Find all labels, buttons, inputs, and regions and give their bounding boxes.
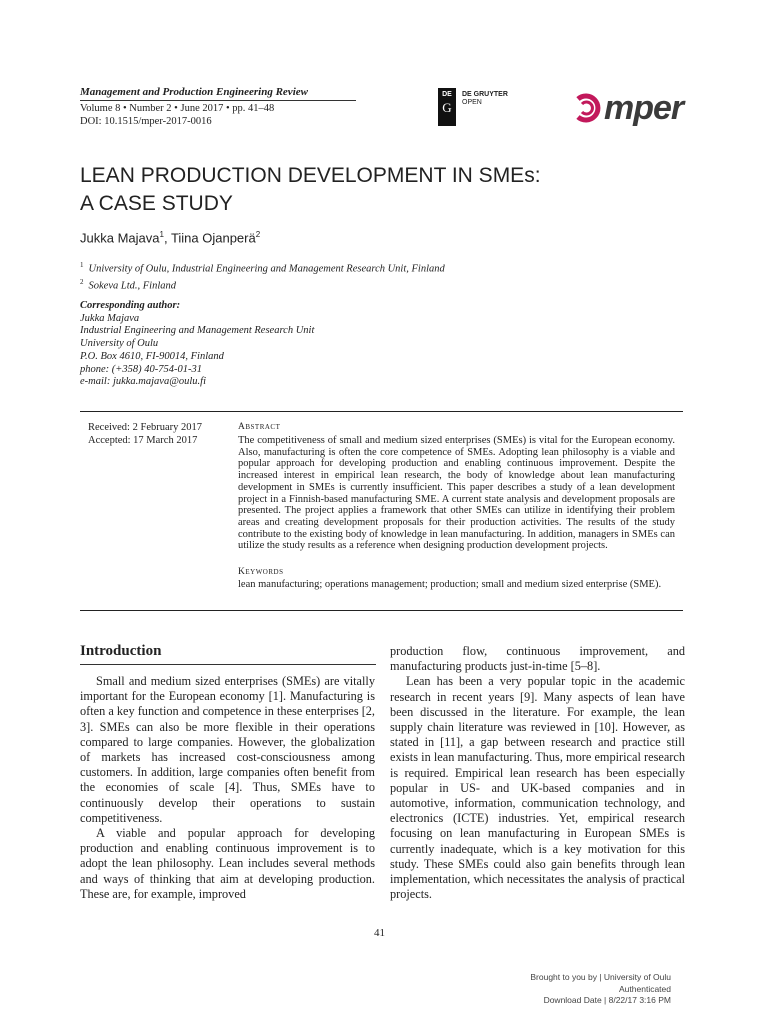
affiliations — [80, 259, 445, 293]
footer-line: Authenticated — [619, 983, 671, 994]
corresponding-author-line: P.O. Box 4610, FI-90014, Finland — [80, 350, 224, 362]
publisher-name-sub: OPEN — [462, 99, 482, 106]
section-heading: Introduction — [80, 643, 376, 665]
left-column — [80, 674, 375, 902]
download-footer — [530, 972, 671, 1007]
article-dates — [88, 422, 202, 447]
keywords-text: lean manufacturing; operations management; production; small and medium sized enterprise (SME). — [238, 579, 662, 590]
article-title — [80, 162, 541, 218]
abstract-bottom-rule — [80, 610, 683, 611]
mper-logo — [572, 86, 683, 130]
affiliation-item — [80, 276, 445, 293]
affiliation-number: 1 — [80, 261, 84, 269]
footer-line: Download Date | 8/22/17 3:16 PM — [543, 995, 671, 1005]
abstract-text: The competitiveness of small and medium sized enterprises (SMEs) is vital for the European economy. Also, manufacturing is often the core competence of SMEs. Adopting lean philosophy is a viable and popular approach for developing production and enabling continuous improvement. Despite the increased interest in empirical lean research, the body of knowledge about lean manufacturing development in SMEs is currently insufficient. This paper describes a study of a lean development project in a Finnish-based manufacturing SME. A current state analysis and development proposals are presented. The project applies a framework that other SMEs can utilize in identifying their problem areas and creating development proposals for their production activities. The results of the study contribute to the existing body of knowledge in lean manufacturing. In addition, managers in SMEs can utilize the study results as a reference when designing production development projects. — [238, 435, 675, 552]
affiliation-text: Sokeva Ltd., Finland — [88, 280, 176, 292]
corresponding-author-line: Jukka Majava — [80, 312, 140, 324]
doi-line: DOI: 10.1515/mper-2017-0016 — [80, 115, 212, 127]
footer-line: Brought to you by | University of Oulu — [530, 972, 671, 982]
publisher-name — [462, 91, 508, 107]
degruyter-logo — [438, 88, 456, 126]
keywords-heading: Keywords — [238, 567, 284, 577]
corresponding-author-heading: Corresponding author: — [80, 300, 181, 311]
journal-title: Management and Production Engineering Review — [80, 86, 356, 101]
abstract-top-rule — [80, 411, 683, 412]
author-name: Tiina Ojanperä — [170, 230, 256, 246]
author-affiliation-mark: 1 — [159, 230, 164, 239]
author-name: Jukka Majava — [80, 230, 160, 246]
author-list — [80, 230, 260, 245]
corresponding-author-line: phone: (+358) 40-754-01-31 — [80, 363, 202, 375]
accepted-date: Accepted: 17 March 2017 — [88, 434, 198, 446]
corresponding-author-line: Industrial Engineering and Management Research Unit — [80, 325, 315, 337]
mper-logo-text: mper — [604, 88, 684, 127]
volume-line: Volume 8 • Number 2 • June 2017 • pp. 41–48 — [80, 103, 275, 114]
degruyter-logo-top: DE — [442, 91, 452, 98]
body-paragraph: Small and medium sized enterprises (SMEs) are vitally important for the European economy [1]. Manufacturing is often a key function and competence in these enterprises [2, 3]. SMEs can also be more flexible in their operations compared to large companies. However, the globalization of markets has increased cost-consciousness among customers. In addition, large companies often benefit from the economies of scale [4]. Thus, SMEs have to continuously develop their operations to sustain competitiveness. — [80, 674, 376, 825]
page-number: 41 — [374, 927, 385, 939]
affiliation-item — [80, 259, 445, 276]
issue-info — [80, 103, 274, 128]
author-affiliation-mark: 2 — [255, 230, 261, 239]
mper-logo-icon — [572, 93, 602, 123]
article-title-line-2: A CASE STUDY — [80, 192, 233, 215]
affiliation-number: 2 — [80, 278, 84, 286]
article-title-line-1: LEAN PRODUCTION DEVELOPMENT IN SMEs: — [80, 164, 541, 187]
received-date: Received: 2 February 2017 — [88, 422, 203, 433]
body-paragraph: Lean has been a very popular topic in the academic research in recent years [9]. Many aspects of lean have been discussed in the literature. For example, the lean supply chain literature was reviewed in [10]. However, as stated in [11], a gap between research and practice still exists in lean manufacturing. Thus, more empirical research is required. Empirical lean research has been especially popular in US- and UK-based companies and in automotive, information, communication technology, and electronics (ICTE) industries. Yet, empirical research focusing on lean manufacturing in European SMEs is currently inadequate, which is a key motivation for this study. These SMEs could also gain benefits through lean implementation, which necessitates the analysis of practical projects. — [390, 674, 685, 902]
publisher-name-main: DE GRUYTER — [462, 91, 508, 98]
right-column — [390, 644, 685, 902]
degruyter-logo-bottom: G — [442, 100, 452, 115]
body-paragraph: production flow, continuous improvement, and manufacturing products just-in-time [5–8]. — [390, 644, 685, 674]
body-paragraph: A viable and popular approach for developing production and enabling continuous improvement is to adopt the lean philosophy. Lean includes several methods and ways of thinking that aim at developing production. These are, for example, improved — [80, 826, 375, 901]
abstract-heading: Abstract — [238, 422, 281, 432]
affiliation-text: University of Oulu, Industrial Engineering and Management Research Unit, Finland — [88, 263, 445, 275]
corresponding-author-line: University of Oulu — [80, 338, 159, 350]
corresponding-author-email: e-mail: jukka.majava@oulu.fi — [80, 376, 207, 388]
author-separator: , — [163, 230, 171, 246]
corresponding-author — [80, 300, 314, 389]
